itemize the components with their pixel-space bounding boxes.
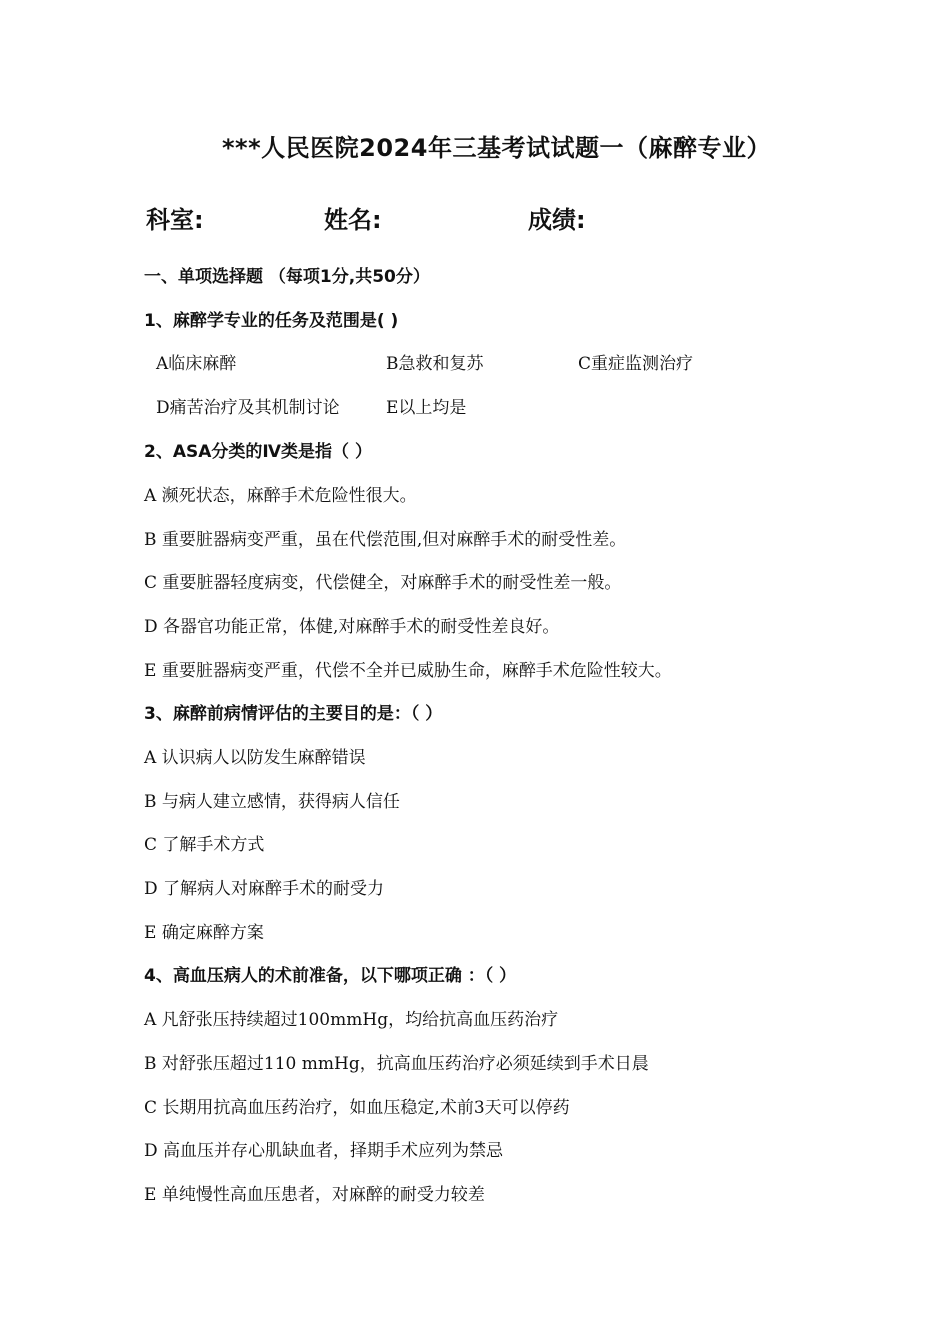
question-1-option-b: B急救和复苏	[386, 354, 484, 374]
question-1-option-d: D痛苦治疗及其机制讨论	[156, 398, 340, 418]
section-heading: 一、单项选择题 （每项1分,共50分）	[144, 267, 430, 287]
question-3-option-a: A 认识病人以防发生麻醉错误	[144, 748, 366, 768]
question-4-option-e: E 单纯慢性高血压患者，对麻醉的耐受力较差	[144, 1185, 485, 1205]
question-4-stem: 4、高血压病人的术前准备，以下哪项正确 ：（ ）	[144, 966, 517, 986]
question-4-option-b: B 对舒张压超过110 mmHg，抗高血压药治疗必须延续到手术日晨	[144, 1054, 649, 1074]
question-4-option-c: C 长期用抗高血压药治疗，如血压稳定,术前3天可以停药	[144, 1098, 570, 1118]
question-2-option-a: A 濒死状态，麻醉手术危险性很大。	[144, 486, 417, 506]
question-2-option-e: E 重要脏器病变严重，代偿不全并已威胁生命，麻醉手术危险性较大。	[144, 661, 672, 681]
question-4-option-a: A 凡舒张压持续超过100mmHg，均给抗高血压药治疗	[144, 1010, 559, 1030]
question-2-option-b: B 重要脏器病变严重，虽在代偿范围,但对麻醉手术的耐受性差。	[144, 530, 627, 550]
question-1-option-a: A临床麻醉	[156, 354, 237, 374]
question-1-stem: 1、麻醉学专业的任务及范围是( )	[144, 311, 399, 331]
question-2-option-d: D 各器官功能正常，体健,对麻醉手术的耐受性差良好。	[144, 617, 560, 637]
question-2-option-c: C 重要脏器轻度病变，代偿健全，对麻醉手术的耐受性差一般。	[144, 573, 622, 593]
question-1-option-e: E以上均是	[386, 398, 467, 418]
question-3-stem: 3、麻醉前病情评估的主要目的是：（ ）	[144, 704, 443, 724]
name-label: 姓名:	[324, 206, 382, 234]
question-3-option-e: E 确定麻醉方案	[144, 923, 264, 943]
question-4-option-d: D 高血压并存心肌缺血者，择期手术应列为禁忌	[144, 1141, 504, 1161]
department-label: 科室:	[146, 206, 204, 234]
question-1-option-c: C重症监测治疗	[578, 354, 694, 374]
score-label: 成绩:	[528, 206, 586, 234]
exam-title: ***人民医院2024年三基考试试题一（麻醉专业）	[222, 134, 771, 162]
question-3-option-d: D 了解病人对麻醉手术的耐受力	[144, 879, 385, 899]
question-3-option-c: C 了解手术方式	[144, 835, 265, 855]
question-3-option-b: B 与病人建立感情，获得病人信任	[144, 792, 400, 812]
question-2-stem: 2、ASA分类的Ⅳ类是指（ ）	[144, 442, 372, 462]
